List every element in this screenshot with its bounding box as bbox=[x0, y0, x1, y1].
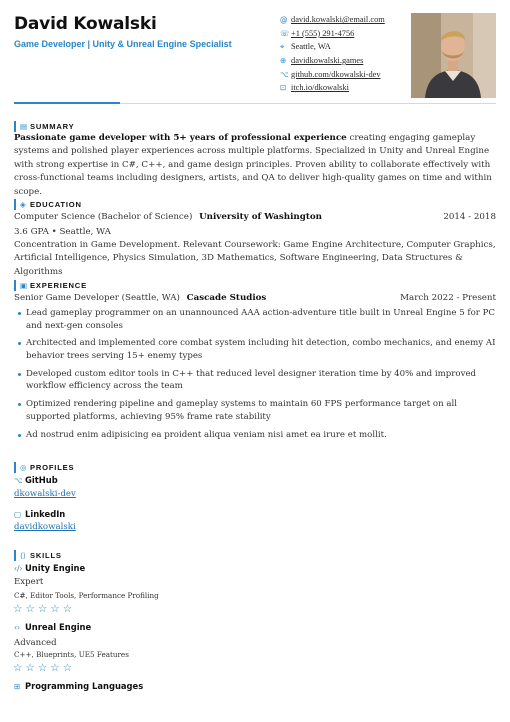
contact-github[interactable] bbox=[280, 67, 408, 81]
education-title: EDUCATION bbox=[30, 199, 82, 209]
contact-itch[interactable] bbox=[280, 81, 408, 95]
skill-level: Advanced bbox=[14, 638, 57, 648]
gamepad-icon: ⊡ bbox=[280, 83, 287, 93]
code-icon: ⟨⟩ bbox=[20, 550, 26, 560]
experience-heading bbox=[14, 279, 87, 291]
chip-icon: ⊞ bbox=[14, 681, 21, 691]
location-icon: ⌖ bbox=[280, 41, 285, 51]
experience-row bbox=[14, 293, 496, 303]
summary-heading bbox=[14, 120, 75, 132]
section-accent-bar bbox=[14, 462, 16, 473]
star-icon: ☆ bbox=[62, 603, 73, 615]
email-link[interactable]: david.kowalski@email.com bbox=[291, 15, 385, 25]
section-accent-bar bbox=[14, 550, 16, 561]
summary-text bbox=[14, 132, 498, 199]
star-icon: ☆ bbox=[25, 603, 35, 615]
contact-email[interactable] bbox=[280, 13, 408, 27]
github-icon: ⌥ bbox=[14, 475, 23, 485]
skill-title bbox=[14, 563, 85, 573]
list-item: Optimized rendering pipeline and gameplay systems to maintain 60 FPS performance target on all supported platforms, achieving 95% frame rate stability bbox=[14, 398, 498, 423]
profile-linkedin-link[interactable]: davidkowalski bbox=[14, 522, 76, 532]
contact-phone[interactable] bbox=[280, 27, 408, 41]
profile-github-title bbox=[14, 475, 58, 485]
skills-heading bbox=[14, 549, 62, 561]
candidate-name: David Kowalski bbox=[14, 14, 157, 34]
profile-network: LinkedIn bbox=[25, 509, 66, 519]
phone-icon: ☏ bbox=[280, 28, 290, 38]
github-icon: ⌥ bbox=[280, 69, 289, 79]
website-link[interactable]: davidkowalski.games bbox=[291, 56, 364, 66]
experience-title: EXPERIENCE bbox=[30, 280, 87, 290]
skill-rating bbox=[13, 663, 72, 673]
skill-keywords: C++, Blueprints, UE5 Features bbox=[14, 650, 129, 659]
experience-position: Senior Game Developer (Seattle, WA) bbox=[14, 293, 180, 303]
star-icon: ☆ bbox=[62, 662, 73, 674]
brackets-icon: ‹› bbox=[14, 622, 20, 632]
education-gpa: 3.6 GPA • Seattle, WA bbox=[14, 227, 111, 237]
profile-network: GitHub bbox=[25, 475, 58, 485]
star-icon: ☆ bbox=[50, 662, 60, 674]
education-heading bbox=[14, 198, 82, 210]
contact-location bbox=[280, 40, 408, 54]
globe-icon: ⊕ bbox=[280, 56, 287, 66]
summary-title: SUMMARY bbox=[30, 121, 75, 131]
skill-title bbox=[14, 681, 143, 691]
github-link[interactable]: github.com/dkowalski-dev bbox=[291, 69, 381, 79]
section-accent-bar bbox=[14, 280, 16, 291]
candidate-role: Game Developer | Unity & Unreal Engine Specialist bbox=[14, 39, 232, 49]
list-item: Developed custom editor tools in C++ that reduced level designer iteration time by 40% and improved workflow efficiency across the team bbox=[14, 368, 498, 393]
graduation-cap-icon: ◈ bbox=[20, 199, 26, 209]
skill-level: Expert bbox=[14, 577, 44, 587]
location-text: Seattle, WA bbox=[291, 42, 331, 52]
star-icon: ☆ bbox=[25, 662, 35, 674]
profiles-title: PROFILES bbox=[30, 462, 75, 472]
document-icon: ▤ bbox=[20, 121, 28, 131]
skill-keywords: C#, Editor Tools, Performance Profiling bbox=[14, 591, 159, 600]
section-accent-bar bbox=[14, 121, 16, 132]
section-accent-bar bbox=[14, 199, 16, 210]
profile-github-link[interactable]: dkowalski-dev bbox=[14, 489, 76, 499]
profiles-heading bbox=[14, 461, 74, 473]
skill-name: Unity Engine bbox=[25, 563, 86, 573]
header-divider-accent bbox=[14, 102, 120, 104]
experience-dates: March 2022 - Present bbox=[400, 293, 496, 303]
education-details: Concentration in Game Development. Relevant Coursework: Game Engine Architecture, Computer Graphics, Artificial Intelligence, Physics Simulation, 3D Mathematics, Software Engineering, Data Structures & Algorithms bbox=[14, 240, 496, 277]
skill-title bbox=[14, 622, 91, 632]
list-item: Architected and implemented core combat system including hit detection, combo mechanics, and enemy AI behavior trees serving 15+ enemy types bbox=[14, 337, 498, 362]
list-item: Lead gameplay programmer on an unannounced AAA action-adventure title built in Unreal Engine 5 for PC and next-gen consoles bbox=[14, 307, 498, 332]
briefcase-icon: ▣ bbox=[20, 280, 28, 290]
skills-title: SKILLS bbox=[30, 550, 62, 560]
summary-bold: Passionate game developer with 5+ years of professional experience bbox=[14, 133, 347, 143]
list-item: Ad nostrud enim adipisicing ea proident aliqua veniam nisi amet ea irure et mollit. bbox=[14, 429, 498, 442]
at-icon: @ bbox=[280, 15, 288, 25]
contact-list bbox=[280, 13, 408, 95]
education-school: University of Washington bbox=[199, 212, 322, 222]
profile-linkedin-title bbox=[14, 509, 65, 519]
star-icon: ☆ bbox=[37, 662, 48, 674]
phone-link[interactable]: +1 (555) 291-4756 bbox=[291, 28, 355, 38]
star-icon: ☆ bbox=[13, 662, 23, 674]
itch-link[interactable]: itch.io/dkowalski bbox=[291, 83, 349, 93]
profile-photo bbox=[411, 13, 496, 98]
chat-icon: ◎ bbox=[20, 462, 27, 472]
education-row bbox=[14, 212, 496, 222]
linkedin-icon: ▢ bbox=[14, 509, 22, 519]
star-icon: ☆ bbox=[50, 603, 60, 615]
summary-body: creating engaging gameplay systems and polished player experiences across multiple platforms. Specialized in Unity and Unreal Engine with strong expertise in C#, C++, and game design principles. Proven ability to collaborate effectively with cross-functional teams including designers, artists, and QA to deliver high-quality games on time and within scope. bbox=[14, 133, 492, 197]
skill-rating bbox=[13, 604, 72, 614]
code-icon: ‹/› bbox=[14, 563, 23, 573]
contact-website[interactable] bbox=[280, 54, 408, 68]
education-dates: 2014 - 2018 bbox=[443, 212, 496, 222]
skill-name: Unreal Engine bbox=[25, 622, 92, 632]
star-icon: ☆ bbox=[13, 603, 23, 615]
experience-company: Cascade Studios bbox=[186, 293, 267, 303]
education-degree: Computer Science (Bachelor of Science) bbox=[14, 212, 193, 222]
star-icon: ☆ bbox=[37, 603, 48, 615]
skill-name: Programming Languages bbox=[25, 681, 144, 691]
experience-bullets bbox=[14, 307, 498, 446]
